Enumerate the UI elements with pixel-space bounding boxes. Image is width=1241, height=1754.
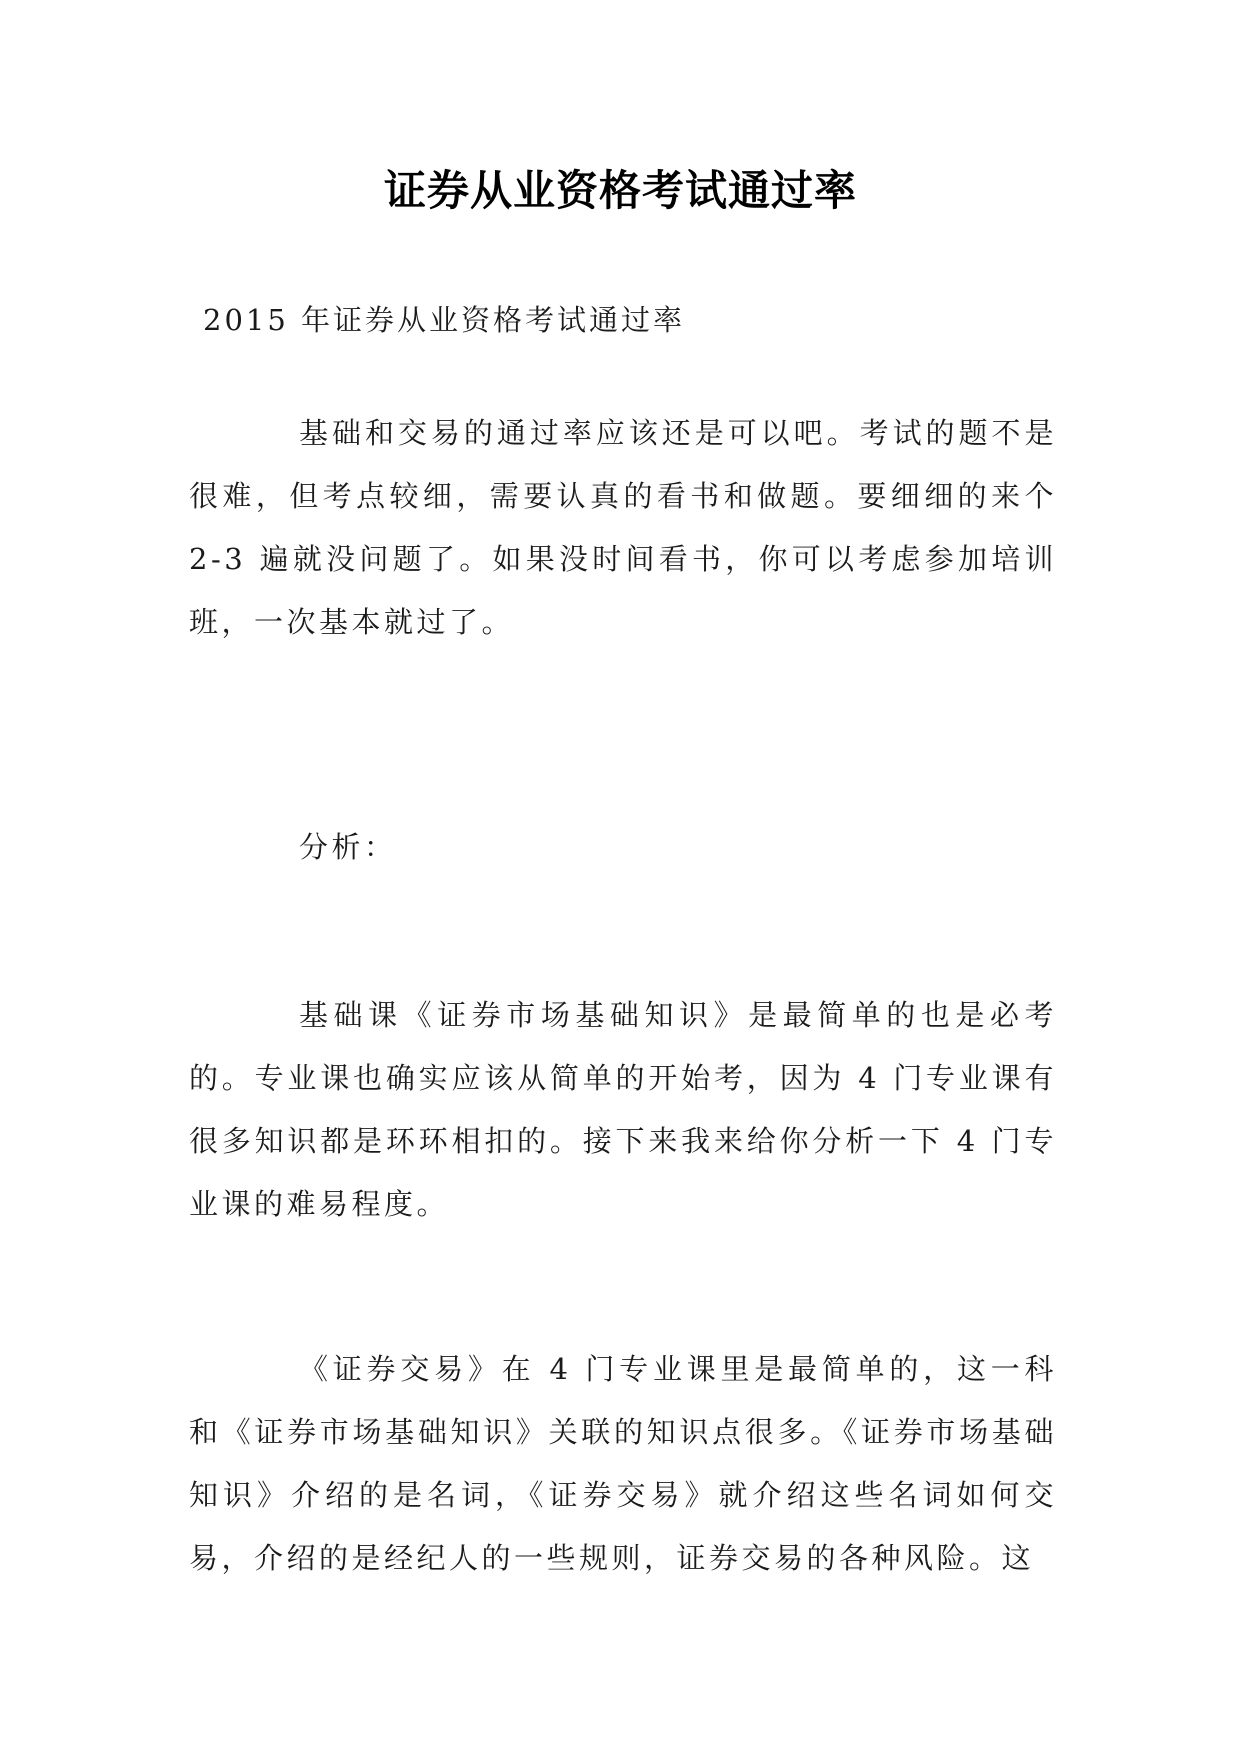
- paragraph-basic-course: 基础课《证券市场基础知识》是最简单的也是必考的。专业课也确实应该从简单的开始考，因为 4 门专业课有很多知识都是环环相扣的。接下来我来给你分析一下 4 门专业课的难易程度。: [189, 998, 1057, 1221]
- paragraph-securities-trading: 《证券交易》在 4 门专业课里是最简单的，这一科和《证券市场基础知识》关联的知识点很多。《证券市场基础知识》介绍的是名词，《证券交易》就介绍这些名词如何交易，介绍的是经纪人的一些规则，证券交易的各种风险。这: [189, 1352, 1057, 1575]
- document-subtitle: 2015 年证券从业资格考试通过率: [203, 303, 686, 337]
- paragraph-intro: 基础和交易的通过率应该还是可以吧。考试的题不是很难，但考点较细，需要认真的看书和做题。要细细的来个 2-3 遍就没问题了。如果没时间看书，你可以考虑参加培训班，一次基本就过了。: [189, 416, 1057, 639]
- paragraph-analysis-heading: 分析：: [299, 830, 397, 864]
- document-title: 证券从业资格考试通过率: [383, 166, 857, 215]
